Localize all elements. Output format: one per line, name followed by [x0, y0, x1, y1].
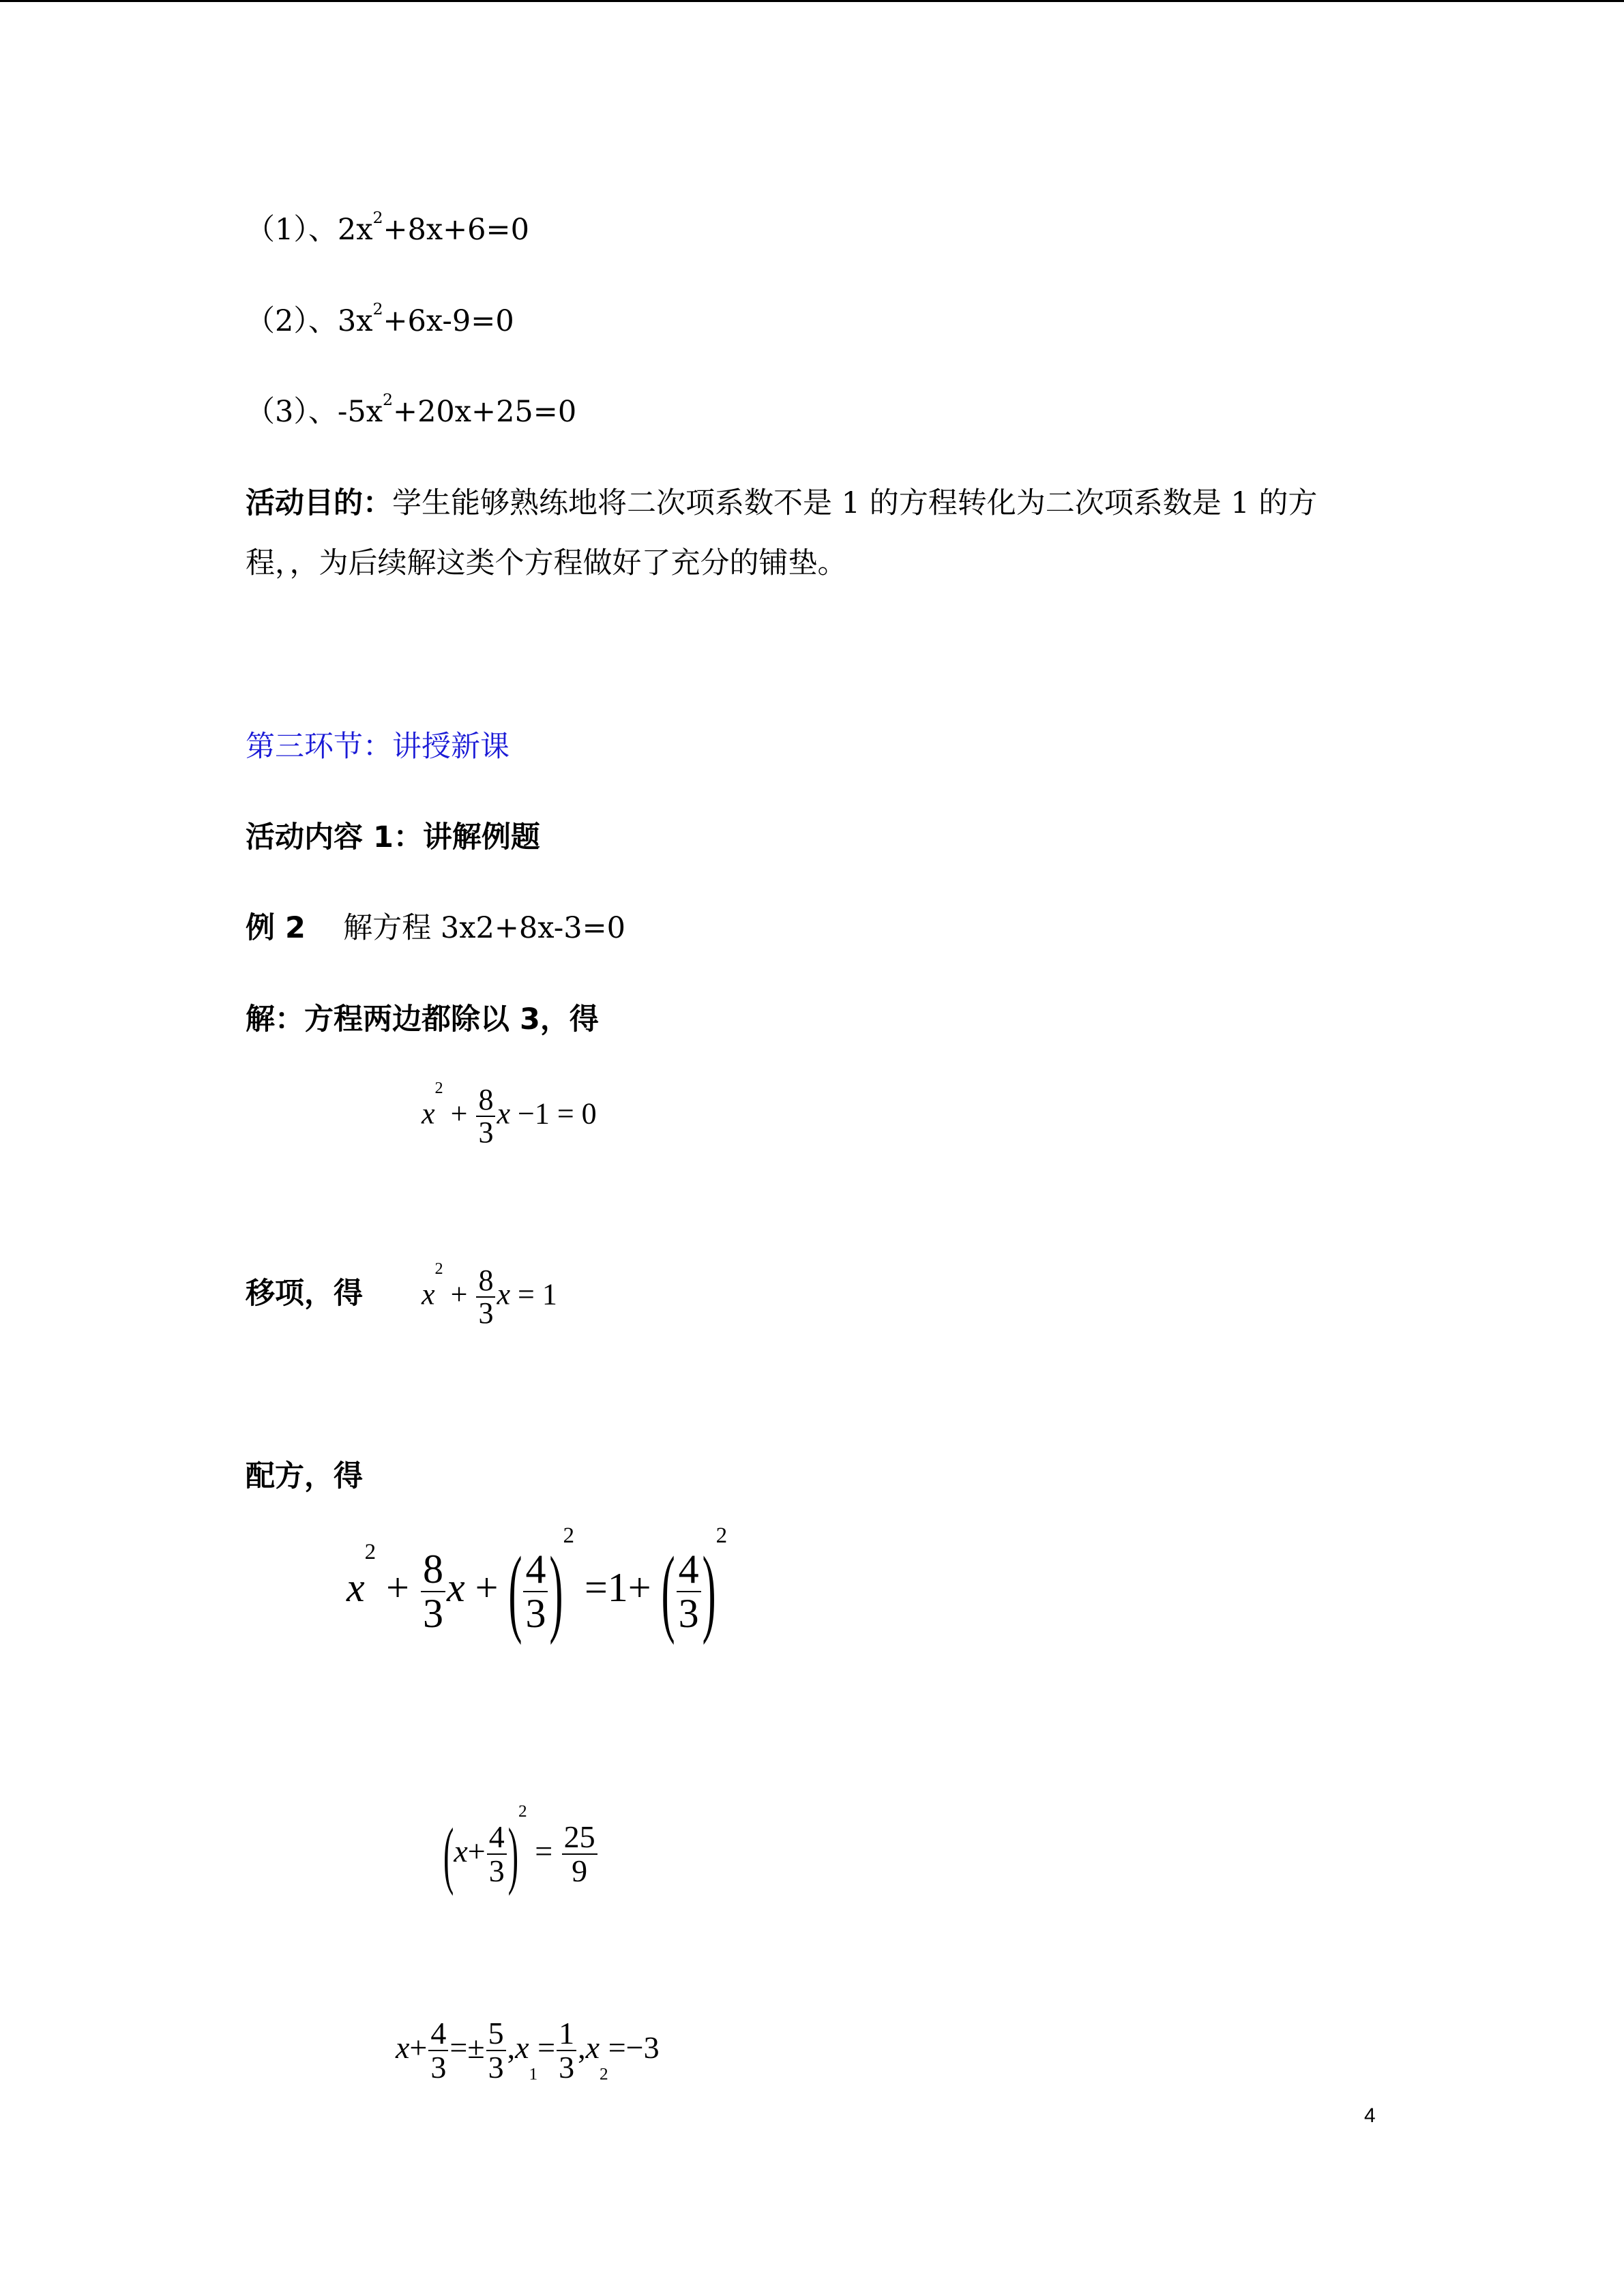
- number: 1: [542, 1277, 557, 1311]
- left-paren: (: [443, 1813, 454, 1896]
- step-complete-label: 配方，得: [246, 1459, 363, 1493]
- denominator: 3: [678, 1591, 699, 1636]
- equation-solutions: [396, 2017, 660, 2085]
- activity-title: 活动内容 1：讲解例题: [246, 820, 540, 854]
- purpose-label: 活动目的：: [246, 486, 392, 520]
- numerator: 8: [476, 1265, 495, 1298]
- exponent: 2: [383, 389, 394, 409]
- exercise-2: [246, 299, 514, 338]
- exercise-equation: +8x+6=0: [383, 213, 529, 247]
- var-x: x: [422, 1277, 435, 1311]
- left-paren: (: [661, 1536, 675, 1645]
- solution-intro: 解：方程两边都除以 3，得: [246, 1002, 599, 1037]
- equation-moved: [422, 1259, 557, 1330]
- exercise-3: [246, 389, 577, 429]
- exponent: 2: [372, 299, 383, 318]
- operator: +: [409, 2029, 428, 2065]
- separator: ,: [507, 2029, 516, 2065]
- operator: =: [517, 1277, 535, 1311]
- operator: +: [475, 1564, 499, 1610]
- denominator: 3: [478, 1116, 494, 1150]
- numerator: 5: [486, 2017, 506, 2051]
- equation-square-form: [443, 1802, 599, 1896]
- exercise-equation: 2x: [337, 213, 373, 247]
- operator: +: [628, 1564, 651, 1610]
- denominator: 3: [488, 1853, 505, 1889]
- var-x: x: [454, 1833, 468, 1868]
- exponent: 2: [434, 1259, 443, 1278]
- denominator: 3: [559, 2050, 575, 2085]
- numerator: 25: [562, 1821, 597, 1855]
- var-x: x: [585, 2029, 600, 2065]
- operator: +: [450, 1097, 468, 1131]
- number: 1: [607, 1564, 628, 1610]
- exercise-label: （3）、: [246, 395, 338, 429]
- var-x: x: [422, 1097, 435, 1131]
- exponent: 2: [715, 1523, 728, 1548]
- operator: =: [557, 1097, 574, 1131]
- exercise-equation: 3x: [337, 304, 373, 338]
- operator: ±: [467, 2029, 485, 2065]
- top-border: [0, 0, 1624, 2]
- fraction: [428, 2017, 448, 2085]
- var-x: x: [396, 2029, 410, 2065]
- purpose-text: 学生能够熟练地将二次项系数不是 1 的方程转化为二次项系数是 1 的方程，，为后续解这类个方程做好了充分的铺垫。: [246, 486, 1318, 580]
- exercise-label: （2）、: [246, 304, 338, 338]
- var-x: x: [515, 2029, 529, 2065]
- exercise-equation: -5x: [337, 395, 383, 429]
- numerator: 4: [428, 2017, 448, 2051]
- fraction: [476, 1265, 495, 1329]
- fraction: [562, 1821, 597, 1888]
- fraction: [557, 2017, 576, 2085]
- activity-purpose: [246, 473, 1378, 593]
- separator: ,: [578, 2029, 586, 2065]
- equation-divided: [422, 1078, 597, 1150]
- denominator: 3: [488, 2050, 504, 2085]
- var-x: x: [497, 1097, 510, 1131]
- denominator: 3: [525, 1591, 546, 1636]
- equation-completed-square: [346, 1523, 728, 1645]
- subscript: 1: [529, 2064, 538, 2084]
- operator: =: [537, 2029, 556, 2065]
- right-paren: ): [507, 1813, 519, 1896]
- operator: −: [517, 1097, 535, 1131]
- exponent: 2: [563, 1523, 574, 1548]
- denominator: 3: [422, 1591, 443, 1636]
- example-text: 解方程 3x2+8x-3=0: [343, 911, 626, 945]
- example-line: [246, 911, 626, 945]
- exponent: 2: [434, 1078, 443, 1097]
- operator: =: [608, 2029, 626, 2065]
- exponent: 2: [364, 1540, 377, 1565]
- denominator: 9: [572, 1853, 588, 1889]
- operator: +: [450, 1277, 468, 1311]
- left-paren: (: [508, 1536, 522, 1645]
- subscript: 2: [600, 2064, 608, 2084]
- operator: =: [584, 1564, 608, 1610]
- fraction: [476, 1084, 495, 1148]
- exercise-equation: +20x+25=0: [393, 395, 577, 429]
- exponent: 2: [518, 1802, 527, 1821]
- fraction: [421, 1548, 445, 1635]
- fraction: [677, 1548, 701, 1635]
- numerator: 4: [677, 1548, 701, 1592]
- var-x: x: [346, 1564, 365, 1610]
- exponent: 2: [372, 207, 383, 227]
- number: 0: [581, 1097, 597, 1131]
- step-move-label: 移项，得: [246, 1277, 363, 1311]
- operator: +: [386, 1564, 409, 1610]
- number: −3: [625, 2029, 660, 2065]
- numerator: 4: [523, 1548, 548, 1592]
- operator: =: [535, 1833, 553, 1868]
- section-title: 第三环节：讲授新课: [246, 730, 510, 764]
- denominator: 3: [430, 2050, 447, 2085]
- number: 1: [534, 1097, 550, 1131]
- exercise-1: [246, 207, 529, 247]
- fraction: [487, 1821, 507, 1888]
- operator: =: [449, 2029, 468, 2065]
- operator: +: [467, 1833, 486, 1868]
- example-label: 例 2: [246, 911, 306, 945]
- exercise-label: （1）、: [246, 213, 338, 247]
- exercise-equation: +6x-9=0: [383, 304, 514, 338]
- var-x: x: [446, 1564, 465, 1610]
- numerator: 8: [476, 1084, 495, 1117]
- numerator: 1: [557, 2017, 576, 2051]
- var-x: x: [497, 1277, 510, 1311]
- numerator: 4: [487, 1821, 507, 1855]
- denominator: 3: [478, 1296, 494, 1330]
- numerator: 8: [421, 1548, 445, 1592]
- fraction: [523, 1548, 548, 1635]
- page-number: 4: [1364, 2104, 1376, 2127]
- right-paren: ): [549, 1536, 563, 1645]
- fraction: [486, 2017, 506, 2085]
- right-paren: ): [702, 1536, 716, 1645]
